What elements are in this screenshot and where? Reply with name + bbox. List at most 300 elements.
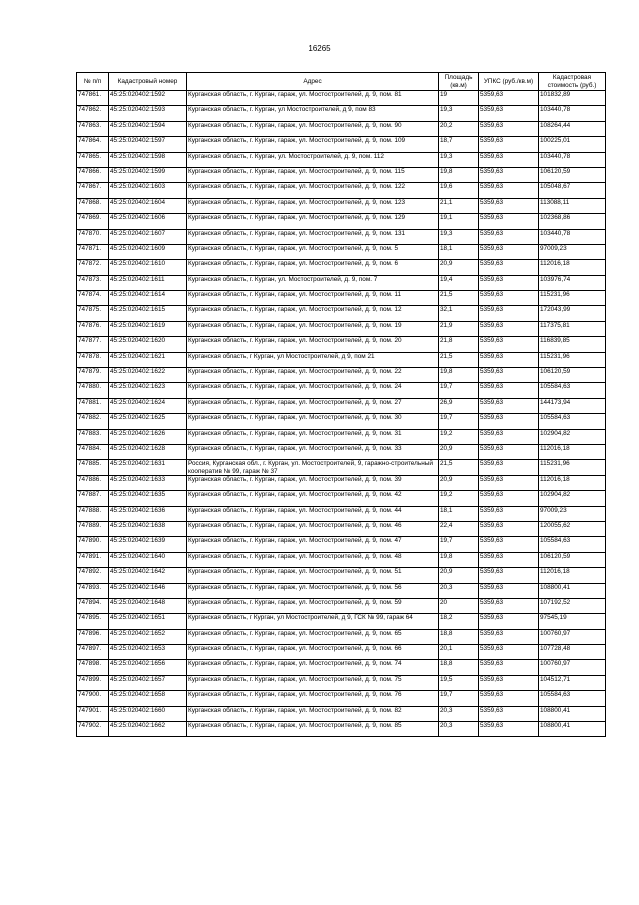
cell-address: Курганская область, г. Курган, гараж, ул. Мостостроителей, д. 9, пом. 31 [187, 429, 439, 444]
table-row [77, 198, 606, 213]
table-row [77, 167, 606, 182]
cell-cadastral-number: 45:25:020402:1624 [109, 398, 187, 413]
cell-cadastral-cost: 103976,74 [539, 275, 606, 290]
cell-address: Курганская область, г. Курган, гараж, ул. Мостостроителей, д. 9, пом. 48 [187, 552, 439, 567]
cell-area: 20,2 [439, 121, 479, 136]
cell-cadastral-number: 45:25:020402:1662 [109, 722, 187, 737]
cell-cadastral-number: 45:25:020402:1628 [109, 444, 187, 459]
cell-area: 20,9 [439, 475, 479, 490]
cell-num: 747895. [77, 614, 109, 629]
cell-cadastral-number: 45:25:020402:1623 [109, 383, 187, 398]
cell-address: Курганская область, г. Курган, гараж, ул. Мостостроителей, д. 9, пом. 42 [187, 491, 439, 506]
cell-cadastral-number: 45:25:020402:1615 [109, 306, 187, 321]
cell-num: 747861. [77, 91, 109, 106]
cell-num: 747889. [77, 521, 109, 536]
cell-address: Курганская область, г. Курган, гараж, ул. Мостостроителей, д. 9, пом. 46 [187, 521, 439, 536]
table-row [77, 368, 606, 383]
cell-address: Курганская область, г. Курган, гараж, ул. Мостостроителей, д. 9, пом. 5 [187, 244, 439, 259]
cell-upks: 5359,63 [479, 475, 539, 490]
cell-address: Курганская область, г. Курган, гараж, ул. Мостостроителей, д. 9, пом. 11 [187, 291, 439, 306]
cell-area: 19,5 [439, 675, 479, 690]
cell-cadastral-cost: 112016,18 [539, 568, 606, 583]
cell-address: Курганская область, г. Курган, гараж, ул. Мостостроителей, д. 9, пом. 85 [187, 722, 439, 737]
cell-upks: 5359,63 [479, 152, 539, 167]
cell-area: 19,7 [439, 383, 479, 398]
cell-cadastral-cost: 105048,67 [539, 183, 606, 198]
cell-cadastral-number: 45:25:020402:1646 [109, 583, 187, 598]
cell-address: Курганская область, г. Курган, гараж, ул. Мостостроителей, д. 9, пом. 56 [187, 583, 439, 598]
cell-cadastral-cost: 97009,23 [539, 244, 606, 259]
cell-address: Курганская область, г. Курган, гараж, ул. Мостостроителей, д. 9, пом. 75 [187, 675, 439, 690]
cell-address: Курганская область, г. Курган, гараж, ул. Мостостроителей, д. 9, пом. 51 [187, 568, 439, 583]
table-row [77, 691, 606, 706]
cell-cadastral-cost: 112016,18 [539, 260, 606, 275]
cell-cadastral-cost: 144173,94 [539, 398, 606, 413]
cell-upks: 5359,63 [479, 214, 539, 229]
cell-cadastral-number: 45:25:020402:1633 [109, 475, 187, 490]
cell-address: Курганская область, г. Курган, гараж, ул. Мостостроителей, д. 9, пом. 47 [187, 537, 439, 552]
cell-cadastral-cost: 97009,23 [539, 506, 606, 521]
cell-upks: 5359,63 [479, 460, 539, 475]
cell-num: 747885. [77, 460, 109, 475]
table-row [77, 552, 606, 567]
cell-cadastral-cost: 120055,62 [539, 521, 606, 536]
cell-num: 747896. [77, 629, 109, 644]
cell-cadastral-number: 45:25:020402:1599 [109, 167, 187, 182]
cell-cadastral-number: 45:25:020402:1660 [109, 706, 187, 721]
cell-cadastral-number: 45:25:020402:1651 [109, 614, 187, 629]
cell-area: 19,7 [439, 414, 479, 429]
cell-cadastral-number: 45:25:020402:1631 [109, 460, 187, 475]
table-row [77, 121, 606, 136]
cell-cadastral-cost: 101832,89 [539, 91, 606, 106]
cell-cadastral-cost: 172043,99 [539, 306, 606, 321]
cell-cadastral-cost: 113088,11 [539, 198, 606, 213]
cell-num: 747892. [77, 568, 109, 583]
cell-cadastral-cost: 97545,19 [539, 614, 606, 629]
cell-num: 747894. [77, 598, 109, 613]
cell-area: 19,2 [439, 429, 479, 444]
cell-cadastral-number: 45:25:020402:1626 [109, 429, 187, 444]
table-row [77, 583, 606, 598]
cell-upks: 5359,63 [479, 506, 539, 521]
table-row [77, 475, 606, 490]
cell-area: 18,7 [439, 137, 479, 152]
cell-num: 747875. [77, 306, 109, 321]
cell-num: 747871. [77, 244, 109, 259]
cell-cadastral-cost: 107192,52 [539, 598, 606, 613]
cell-num: 747899. [77, 675, 109, 690]
table-row [77, 152, 606, 167]
cell-num: 747890. [77, 537, 109, 552]
cell-cadastral-cost: 107728,48 [539, 645, 606, 660]
cell-num: 747878. [77, 352, 109, 367]
cell-cadastral-cost: 112016,18 [539, 444, 606, 459]
cell-cadastral-cost: 116839,85 [539, 337, 606, 352]
table-row [77, 137, 606, 152]
cell-num: 747902. [77, 722, 109, 737]
cell-area: 18,1 [439, 244, 479, 259]
cell-cadastral-cost: 104512,71 [539, 675, 606, 690]
cell-cadastral-number: 45:25:020402:1592 [109, 91, 187, 106]
cell-address: Курганская область, г. Курган, гараж, ул. Мостостроителей, д. 9, пом. 90 [187, 121, 439, 136]
cell-upks: 5359,63 [479, 706, 539, 721]
cell-area: 21,5 [439, 291, 479, 306]
cell-area: 26,9 [439, 398, 479, 413]
cell-address: Курганская область, г. Курган, гараж, ул. Мостостроителей, д. 9, пом. 66 [187, 645, 439, 660]
cell-upks: 5359,63 [479, 352, 539, 367]
table-row [77, 260, 606, 275]
cell-num: 747887. [77, 491, 109, 506]
table-row [77, 337, 606, 352]
header-cadastral-cost: Кадастровая стоимость (руб.) [539, 73, 606, 91]
cell-area: 21,5 [439, 460, 479, 475]
cell-num: 747898. [77, 660, 109, 675]
cell-cadastral-number: 45:25:020402:1619 [109, 321, 187, 336]
cell-area: 19,7 [439, 691, 479, 706]
table-row [77, 214, 606, 229]
cadastral-value-table [76, 72, 606, 737]
cell-cadastral-number: 45:25:020402:1604 [109, 198, 187, 213]
cell-address: Курганская область, г Курган, ул Мостостроителей, д 9, ГСК № 99, гараж 64 [187, 614, 439, 629]
table-row [77, 429, 606, 444]
cell-cadastral-number: 45:25:020402:1640 [109, 552, 187, 567]
cell-area: 20,1 [439, 645, 479, 660]
cell-cadastral-number: 45:25:020402:1648 [109, 598, 187, 613]
cell-area: 19,3 [439, 106, 479, 121]
cell-address: Курганская область, г. Курган, гараж, ул. Мостостроителей, д. 9, пом. 39 [187, 475, 439, 490]
cell-cadastral-cost: 105584,63 [539, 537, 606, 552]
cell-cadastral-number: 45:25:020402:1597 [109, 137, 187, 152]
cell-cadastral-number: 45:25:020402:1639 [109, 537, 187, 552]
cell-cadastral-cost: 105584,63 [539, 383, 606, 398]
cell-num: 747884. [77, 444, 109, 459]
cell-cadastral-number: 45:25:020402:1642 [109, 568, 187, 583]
cell-address: Курганская область, г. Курган, гараж, ул. Мостостроителей, д. 9, пом. 81 [187, 91, 439, 106]
cell-cadastral-cost: 108264,44 [539, 121, 606, 136]
cell-address: Курганская область, г. Курган, гараж, ул. Мостостроителей, д. 9, пом. 22 [187, 368, 439, 383]
cell-cadastral-number: 45:25:020402:1638 [109, 521, 187, 536]
cell-upks: 5359,63 [479, 244, 539, 259]
table-row [77, 629, 606, 644]
cell-cadastral-cost: 115231,96 [539, 352, 606, 367]
cell-num: 747882. [77, 414, 109, 429]
cell-upks: 5359,63 [479, 137, 539, 152]
table-row [77, 706, 606, 721]
cell-area: 21,1 [439, 198, 479, 213]
table-row [77, 229, 606, 244]
header-upks: УПКС (руб./кв.м) [479, 73, 539, 91]
cell-address: Курганская область, г. Курган, гараж, ул. Мостостроителей, д. 9, пом. 27 [187, 398, 439, 413]
cell-upks: 5359,63 [479, 414, 539, 429]
table-row [77, 722, 606, 737]
cell-num: 747897. [77, 645, 109, 660]
cell-address: Курганская область, г. Курган, гараж, ул. Мостостроителей, д. 9, пом. 129 [187, 214, 439, 229]
cell-upks: 5359,63 [479, 306, 539, 321]
cell-upks: 5359,63 [479, 598, 539, 613]
cell-cadastral-cost: 106120,59 [539, 552, 606, 567]
table-row [77, 645, 606, 660]
cell-num: 747880. [77, 383, 109, 398]
cell-upks: 5359,63 [479, 429, 539, 444]
table-row [77, 306, 606, 321]
cell-cadastral-cost: 103440,78 [539, 229, 606, 244]
cell-num: 747900. [77, 691, 109, 706]
cell-area: 22,4 [439, 521, 479, 536]
cell-area: 19,1 [439, 214, 479, 229]
cell-num: 747862. [77, 106, 109, 121]
cell-address: Курганская область, г. Курган, гараж, ул. Мостостроителей, д. 9, пом. 74 [187, 660, 439, 675]
cell-address: Курганская область, г. Курган, гараж, ул. Мостостроителей, д. 9, пом. 109 [187, 137, 439, 152]
table-row [77, 660, 606, 675]
table-row [77, 491, 606, 506]
cell-cadastral-number: 45:25:020402:1656 [109, 660, 187, 675]
cell-num: 747870. [77, 229, 109, 244]
cell-num: 747883. [77, 429, 109, 444]
header-cadastral-number: Кадастровый номер [109, 73, 187, 91]
cell-num: 747867. [77, 183, 109, 198]
cell-address: Курганская область, г. Курган, гараж, ул. Мостостроителей, д. 9, пом. 65 [187, 629, 439, 644]
cell-area: 19,2 [439, 491, 479, 506]
cell-area: 32,1 [439, 306, 479, 321]
cell-num: 747893. [77, 583, 109, 598]
cell-num: 747865. [77, 152, 109, 167]
cell-upks: 5359,63 [479, 660, 539, 675]
cell-upks: 5359,63 [479, 183, 539, 198]
cell-address: Курганская область, г Курган, ул Мостостроителей, д 9, пом 21 [187, 352, 439, 367]
cell-upks: 5359,63 [479, 629, 539, 644]
cell-cadastral-cost: 100760,97 [539, 660, 606, 675]
cell-area: 20,3 [439, 706, 479, 721]
cell-cadastral-number: 45:25:020402:1622 [109, 368, 187, 383]
cell-upks: 5359,63 [479, 491, 539, 506]
cell-cadastral-number: 45:25:020402:1603 [109, 183, 187, 198]
cell-upks: 5359,63 [479, 645, 539, 660]
cell-address: Курганская область, г. Курган, гараж, ул. Мостостроителей, д. 9, пом. 44 [187, 506, 439, 521]
cell-upks: 5359,63 [479, 275, 539, 290]
cell-area: 21,8 [439, 337, 479, 352]
cell-address: Курганская область, г. Курган, гараж, ул. Мостостроителей, д. 9, пом. 131 [187, 229, 439, 244]
cell-upks: 5359,63 [479, 106, 539, 121]
cell-upks: 5359,63 [479, 321, 539, 336]
page-number: 16265 [308, 44, 331, 53]
cell-cadastral-number: 45:25:020402:1636 [109, 506, 187, 521]
cell-cadastral-cost: 106120,59 [539, 167, 606, 182]
cell-cadastral-number: 45:25:020402:1621 [109, 352, 187, 367]
cell-address: Курганская область, г. Курган, ул Мостостроителей, д 9, пом 83 [187, 106, 439, 121]
cell-cadastral-number: 45:25:020402:1653 [109, 645, 187, 660]
header-address: Адрес [187, 73, 439, 91]
cell-cadastral-cost: 103440,78 [539, 152, 606, 167]
cell-num: 747901. [77, 706, 109, 721]
cell-num: 747874. [77, 291, 109, 306]
cell-cadastral-number: 45:25:020402:1610 [109, 260, 187, 275]
cell-address: Курганская область, г. Курган, гараж, ул. Мостостроителей, д. 9, пом. 20 [187, 337, 439, 352]
cell-num: 747881. [77, 398, 109, 413]
table-row [77, 568, 606, 583]
cell-upks: 5359,63 [479, 614, 539, 629]
cell-cadastral-cost: 117375,81 [539, 321, 606, 336]
cell-area: 21,5 [439, 352, 479, 367]
table-row [77, 291, 606, 306]
cell-cadastral-number: 45:25:020402:1635 [109, 491, 187, 506]
table-row [77, 537, 606, 552]
table-row [77, 383, 606, 398]
cell-area: 19,3 [439, 152, 479, 167]
cell-address: Россия, Курганская обл., г. Курган, ул. Мостостроителей, 9, гаражно-строительный кооператив № 99, гараж № 37 [187, 460, 439, 475]
table-header-row [77, 73, 606, 91]
cell-cadastral-number: 45:25:020402:1609 [109, 244, 187, 259]
header-area: Площадь (кв.м) [439, 73, 479, 91]
cell-address: Курганская область, г. Курган, гараж, ул. Мостостроителей, д. 9, пом. 115 [187, 167, 439, 182]
cell-cadastral-cost: 100760,97 [539, 629, 606, 644]
cell-address: Курганская область, г. Курган, гараж, ул. Мостостроителей, д. 9, пом. 59 [187, 598, 439, 613]
table-row [77, 398, 606, 413]
cell-cadastral-cost: 100225,01 [539, 137, 606, 152]
cell-upks: 5359,63 [479, 521, 539, 536]
cell-address: Курганская область, г. Курган, гараж, ул. Мостостроителей, д. 9, пом. 33 [187, 444, 439, 459]
cell-upks: 5359,63 [479, 537, 539, 552]
table-row [77, 275, 606, 290]
cell-cadastral-number: 45:25:020402:1652 [109, 629, 187, 644]
cell-area: 19,8 [439, 552, 479, 567]
cell-cadastral-cost: 102904,82 [539, 491, 606, 506]
cell-area: 18,1 [439, 506, 479, 521]
cell-cadastral-number: 45:25:020402:1598 [109, 152, 187, 167]
cell-cadastral-cost: 108800,41 [539, 722, 606, 737]
table-row [77, 91, 606, 106]
cell-num: 747879. [77, 368, 109, 383]
table-row [77, 183, 606, 198]
table-body [77, 91, 606, 737]
cell-address: Курганская область, г. Курган, гараж, ул. Мостостроителей, д. 9, пом. 122 [187, 183, 439, 198]
cell-upks: 5359,63 [479, 368, 539, 383]
cell-cadastral-cost: 115231,96 [539, 291, 606, 306]
cell-upks: 5359,63 [479, 91, 539, 106]
cell-address: Курганская область, г. Курган, гараж, ул. Мостостроителей, д. 9, пом. 82 [187, 706, 439, 721]
cell-upks: 5359,63 [479, 583, 539, 598]
cell-area: 19,4 [439, 275, 479, 290]
cell-cadastral-number: 45:25:020402:1594 [109, 121, 187, 136]
cell-num: 747876. [77, 321, 109, 336]
cell-upks: 5359,63 [479, 337, 539, 352]
cell-num: 747877. [77, 337, 109, 352]
cell-area: 21,9 [439, 321, 479, 336]
cell-area: 18,8 [439, 629, 479, 644]
cell-cadastral-number: 45:25:020402:1593 [109, 106, 187, 121]
cell-upks: 5359,63 [479, 260, 539, 275]
cell-num: 747872. [77, 260, 109, 275]
cell-upks: 5359,63 [479, 568, 539, 583]
cell-address: Курганская область, г. Курган, гараж, ул. Мостостроителей, д. 9, пом. 123 [187, 198, 439, 213]
cell-cadastral-cost: 108800,41 [539, 583, 606, 598]
cell-cadastral-cost: 105584,63 [539, 691, 606, 706]
table-row [77, 244, 606, 259]
cell-upks: 5359,63 [479, 675, 539, 690]
header-num: № п/п [77, 73, 109, 91]
cell-upks: 5359,63 [479, 691, 539, 706]
cell-num: 747891. [77, 552, 109, 567]
cell-num: 747869. [77, 214, 109, 229]
cell-address: Курганская область, г. Курган, ул. Мостостроителей, д. 9, пом. 112 [187, 152, 439, 167]
cell-upks: 5359,63 [479, 198, 539, 213]
cell-cadastral-number: 45:25:020402:1606 [109, 214, 187, 229]
cell-cadastral-cost: 115231,96 [539, 460, 606, 475]
cell-cadastral-number: 45:25:020402:1625 [109, 414, 187, 429]
cell-address: Курганская область, г. Курган, гараж, ул. Мостостроителей, д. 9, пом. 30 [187, 414, 439, 429]
cell-upks: 5359,63 [479, 291, 539, 306]
table-row [77, 352, 606, 367]
table-row [77, 460, 606, 475]
cell-area: 20,3 [439, 583, 479, 598]
cell-upks: 5359,63 [479, 552, 539, 567]
cell-area: 20,9 [439, 444, 479, 459]
cell-cadastral-cost: 112016,18 [539, 475, 606, 490]
table-row [77, 444, 606, 459]
cell-cadastral-number: 45:25:020402:1614 [109, 291, 187, 306]
cell-address: Курганская область, г. Курган, гараж, ул. Мостостроителей, д. 9, пом. 6 [187, 260, 439, 275]
cell-cadastral-number: 45:25:020402:1658 [109, 691, 187, 706]
cell-address: Курганская область, г. Курган, гараж, ул. Мостостроителей, д. 9, пом. 19 [187, 321, 439, 336]
cell-upks: 5359,63 [479, 722, 539, 737]
cell-cadastral-number: 45:25:020402:1607 [109, 229, 187, 244]
table-row [77, 506, 606, 521]
cell-cadastral-cost: 102904,82 [539, 429, 606, 444]
cell-area: 18,2 [439, 614, 479, 629]
cell-address: Курганская область, г. Курган, ул. Мостостроителей, д. 9, пом. 7 [187, 275, 439, 290]
cell-area: 20,9 [439, 568, 479, 583]
cell-upks: 5359,63 [479, 383, 539, 398]
cell-upks: 5359,63 [479, 444, 539, 459]
cell-area: 20 [439, 598, 479, 613]
cell-num: 747866. [77, 167, 109, 182]
cell-cadastral-cost: 105584,63 [539, 414, 606, 429]
cell-num: 747888. [77, 506, 109, 521]
table-row [77, 675, 606, 690]
cell-area: 20,9 [439, 260, 479, 275]
cell-area: 19,8 [439, 167, 479, 182]
cell-area: 19,6 [439, 183, 479, 198]
cell-upks: 5359,63 [479, 398, 539, 413]
cell-num: 747873. [77, 275, 109, 290]
cell-upks: 5359,63 [479, 121, 539, 136]
cell-num: 747864. [77, 137, 109, 152]
cell-area: 19,7 [439, 537, 479, 552]
cell-address: Курганская область, г. Курган, гараж, ул. Мостостроителей, д. 9, пом. 12 [187, 306, 439, 321]
cell-cadastral-cost: 103440,78 [539, 106, 606, 121]
cell-upks: 5359,63 [479, 167, 539, 182]
table-row [77, 598, 606, 613]
cell-area: 20,3 [439, 722, 479, 737]
cell-area: 19,8 [439, 368, 479, 383]
table-row [77, 614, 606, 629]
cell-num: 747886. [77, 475, 109, 490]
table-row [77, 521, 606, 536]
cell-address: Курганская область, г. Курган, гараж, ул. Мостостроителей, д. 9, пом. 24 [187, 383, 439, 398]
cell-cadastral-number: 45:25:020402:1620 [109, 337, 187, 352]
cell-cadastral-cost: 102368,86 [539, 214, 606, 229]
cell-cadastral-cost: 108800,41 [539, 706, 606, 721]
cell-area: 19 [439, 91, 479, 106]
cell-area: 19,3 [439, 229, 479, 244]
table-row [77, 321, 606, 336]
cell-cadastral-cost: 106120,59 [539, 368, 606, 383]
cell-cadastral-number: 45:25:020402:1611 [109, 275, 187, 290]
cell-address: Курганская область, г. Курган, гараж, ул. Мостостроителей, д. 9, пом. 76 [187, 691, 439, 706]
cell-num: 747868. [77, 198, 109, 213]
cell-area: 18,8 [439, 660, 479, 675]
cell-num: 747863. [77, 121, 109, 136]
